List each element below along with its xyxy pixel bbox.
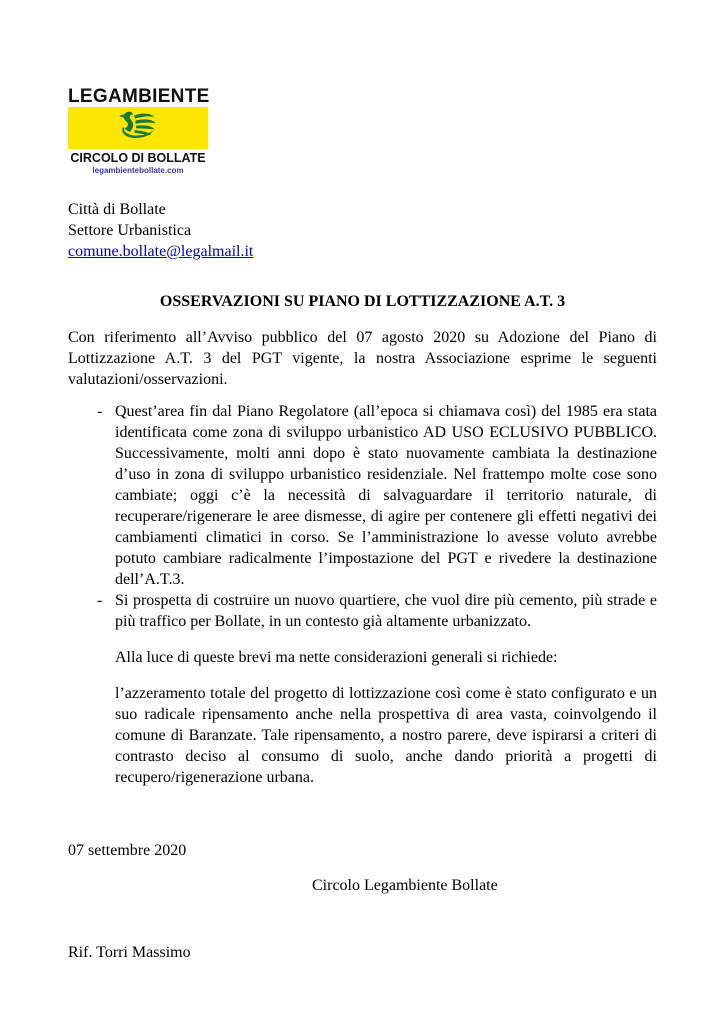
reference-line: Rif. Torri Massimo [68,944,191,961]
logo-yellow-band [68,107,208,149]
list-item-text: Quest’area fin dal Piano Regolatore (all’epoca si chiamava così) del 1985 era stata identificata come zona di sviluppo urbanistico AD USO ECLUSIVO PUBBLICO. Successivamente, molti anni dopo è stato nuovamente cambiata la destinazione d’uso in zona di sviluppo urbanistico residenziale. Nel frattempo molte cose sono cambiate; oggi c’è la necessità di salvaguardare il territorio naturale, di recuperare/rigenerare le aree dismesse, di agire per contenere gli effetti negativi dei cambiamenti climatici in corso. Se l’amministrazione lo avesse voluto avrebbe potuto cambiare radicalmente l’impostazione del PGT e rivedere la destinazione dell’A.T.3. [115,403,657,588]
legambiente-logo [68,86,208,176]
recipient-email-link[interactable]: comune.bollate@legalmail.it [68,243,254,260]
logo-circle-name: CIRCOLO DI BOLLATE [70,151,206,165]
observations-list [68,401,657,632]
list-dash-marker: - [97,592,103,609]
swan-icon [115,107,161,149]
document-title: OSSERVAZIONI SU PIANO DI LOTTIZZAZIONE A.T. 3 [159,293,566,310]
request-body-paragraph: l’azzeramento totale del progetto di lottizzazione così come è stato configurato e un suo radicale ripensamento anche nella prospettiva di area vasta, coinvolgendo il comune di Baranzate. Tale ripensamento, a nostro parere, deve ispirarsi a criteri di contrasto deciso al consumo di suolo, anche dando priorità a progetti di recupero/rigenerazione urbana. [115,685,657,786]
date-line: 07 settembre 2020 [68,842,187,859]
intro-paragraph: Con riferimento all’Avviso pubblico del 07 agosto 2020 su Adozione del Piano di Lottizzazione A.T. 3 del PGT vigente, la nostra Associazione esprime le seguenti valutazioni/osservazioni. [68,329,657,388]
recipient-block [68,199,657,262]
request-intro-paragraph: Alla luce di queste brevi ma nette considerazioni generali si richiede: [115,649,558,666]
list-item [97,590,657,632]
recipient-department: Settore Urbanistica [68,222,192,239]
logo-org-name: LEGAMBIENTE [68,86,210,107]
recipient-city: Città di Bollate [68,201,166,218]
list-item-text: Si prospetta di costruire un nuovo quartiere, che vuol dire più cemento, più strade e più traffico per Bollate, in un contesto già altamente urbanizzato. [115,592,657,630]
logo-website: legambientebollate.com [92,166,184,175]
list-dash-marker: - [97,403,103,420]
signature-line: Circolo Legambiente Bollate [312,877,498,894]
list-item [97,401,657,590]
